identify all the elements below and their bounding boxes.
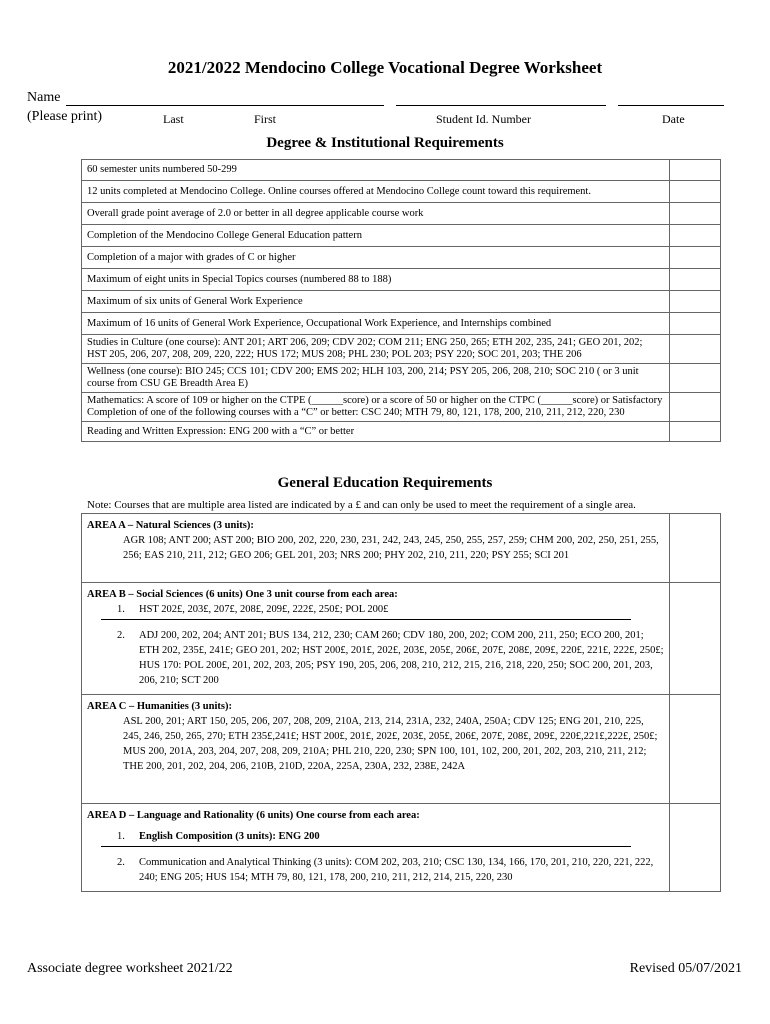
area-c-courses: ASL 200, 201; ART 150, 205, 206, 207, 208, 209, 210A, 213, 214, 231A, 232, 240A, 250A; CDV 125; ENG 201, 210, 225, 245, 246, 250, 265, 270; ETH 235£,241£; HST 200£, 201£, 202£, 203£, 205£, 206£, 207£, 208£, 209£, 220£,221£,222£, 250£; MUS 200, 201A, 203, 204, 207, 208, 209, 210A; PHL 210, 220, 230; SPN 100, 101, 102, 200, 201, 202, 203, 210, 211, 212; THE 200, 201, 202, 204, 206, 210B, 210D, 220A, 225A, 230A, 232, 238E, 242A [123,716,658,772]
table-row [82,313,721,335]
check-cell[interactable] [670,291,721,313]
area-a-cell [82,514,670,583]
page-title: 2021/2022 Mendocino College Vocational Degree Worksheet [167,58,603,77]
requirement-text: Overall grade point average of 2.0 or better in all degree applicable course work [82,203,670,225]
check-cell[interactable] [670,583,721,695]
first-label: First [254,112,277,126]
studies-in-culture-text [82,335,670,364]
degree-section-title: Degree & Institutional Requirements [266,135,504,151]
table-row [82,160,721,181]
wellness-text [82,364,670,393]
table-row [82,422,721,442]
requirement-text: Mathematics: A score of 109 or higher on the CTPE (______score) or a score of 50 or higher on the CTPC (______score) or Satisfactory Completion of one of the following courses with a “C” or better: CSC 240; MTH 79, 80, 121, 178, 200, 210, 211, 212, 220, 230 [87,395,663,418]
requirement-text: Maximum of eight units in Special Topics courses (numbered 88 to 188) [82,269,670,291]
check-cell[interactable] [670,695,721,804]
area-a-heading: AREA A – Natural Sciences (3 units): [87,520,254,531]
area-d-heading: AREA D – Language and Rationality (6 units) One course from each area: [87,810,420,821]
check-cell[interactable] [670,269,721,291]
table-row [82,393,721,422]
requirement-text: 60 semester units numbered 50-299 [82,160,670,181]
ge-requirements-table [81,513,721,892]
table-row [82,181,721,203]
requirement-text: Studies in Culture (one course): ANT 201; ART 206, 209; CDV 202; COM 211; ENG 250, 265; ETH 202, 235, 241; GEO 201, 202; HST 205, 206, 207, 208, 209, 220, 222; HUS 172; MUS 208; PHL 230; POL 203; PSY 220; SOC 201, 203; THE 206 [87,337,643,360]
check-cell[interactable] [670,160,721,181]
check-cell[interactable] [670,247,721,269]
student-id-label: Student Id. Number [436,112,531,126]
requirement-text: Reading and Written Expression: ENG 200 with a “C” or better [82,422,670,442]
table-row [82,364,721,393]
requirement-text: Maximum of 16 units of General Work Experience, Occupational Work Experience, and Internships combined [82,313,670,335]
check-cell[interactable] [670,225,721,247]
item-number: 1. [117,831,125,842]
divider [101,619,631,620]
footer-revised: Revised 05/07/2021 [629,961,742,976]
requirement-text: Completion of the Mendocino College General Education pattern [82,225,670,247]
mathematics-text [82,393,670,422]
check-cell[interactable] [670,422,721,442]
name-field[interactable] [66,105,384,106]
area-a-courses: AGR 108; ANT 200; AST 200; BIO 200, 202, 220, 230, 231, 242, 243, 245, 250, 255, 257, 259; CHM 200, 202, 250, 251, 255, 256; EAS 210, 211, 212; GEO 206; GEL 201, 203; NRS 200; PHY 202, 210, 211, 220; PSY 255; SCI 201 [123,535,659,561]
item-number: 1. [117,604,125,615]
footer-left: Associate degree worksheet 2021/22 [27,961,233,976]
degree-requirements-table [81,159,721,442]
area-b-cell [82,583,670,695]
table-row [82,203,721,225]
list-item [117,628,664,688]
table-row [82,514,721,583]
last-label: Last [163,112,184,126]
requirement-text: Maximum of six units of General Work Experience [82,291,670,313]
area-b-item-1: HST 202£, 203£, 207£, 208£, 209£, 222£, 250£; POL 200£ [139,604,389,615]
table-row [82,335,721,364]
please-print-label: (Please print) [27,109,103,124]
name-label: Name [27,90,61,105]
list-item [117,829,664,844]
check-cell[interactable] [670,181,721,203]
divider [101,846,631,847]
table-row [82,804,721,892]
ge-section-title: General Education Requirements [277,475,493,491]
check-cell[interactable] [670,393,721,422]
check-cell[interactable] [670,804,721,892]
check-cell[interactable] [670,313,721,335]
item-number: 2. [117,857,125,868]
check-cell[interactable] [670,335,721,364]
table-row [82,225,721,247]
area-c-heading: AREA C – Humanities (3 units): [87,701,232,712]
check-cell[interactable] [670,203,721,225]
table-row [82,695,721,804]
date-label: Date [662,112,685,126]
area-c-cell [82,695,670,804]
ge-note: Note: Courses that are multiple area listed are indicated by a £ and can only be used to meet the requirement of a single area. [87,499,636,511]
area-d-item-1: English Composition (3 units): ENG 200 [139,831,320,842]
table-row [82,291,721,313]
table-row [82,583,721,695]
list-item [117,855,664,885]
requirement-text: 12 units completed at Mendocino College. Online courses offered at Mendocino College count toward this requirement. [82,181,670,203]
date-field[interactable] [618,105,724,106]
area-d-cell [82,804,670,892]
item-number: 2. [117,630,125,641]
requirement-text: Wellness (one course): BIO 245; CCS 101; CDV 200; EMS 202; HLH 103, 200, 214; PSY 205, 206, 208, 210; SOC 210 ( or 3 unit course from CSU GE Breadth Area E) [87,366,639,389]
check-cell[interactable] [670,364,721,393]
area-b-heading: AREA B – Social Sciences (6 units) One 3 unit course from each area: [87,589,398,600]
area-b-item-2: ADJ 200, 202, 204; ANT 201; BUS 134, 212, 230; CAM 260; CDV 180, 200, 202; COM 200, 211, 250; ECO 200, 201; ETH 202, 235£, 241£; GEO 201, 202; HST 200£, 201£, 202£, 203£, 205£, 206£, 207£, 208£, 209£, 220£, 221£, 222£, 250£; HUS 170: POL 200£, 201, 202, 203, 205; PSY 190, 205, 206, 208, 210, 212, 215, 216, 218, 220, 250; SOC 200, 201, 203, 206, 210; SCT 200 [139,630,664,686]
requirement-text: Completion of a major with grades of C or higher [82,247,670,269]
table-row [82,269,721,291]
area-d-item-2: Communication and Analytical Thinking (3 units): COM 202, 203, 210; CSC 130, 134, 166, 170, 201, 210, 220, 221, 222, 240; ENG 205; HUS 154; MTH 79, 80, 121, 178, 200, 210, 211, 212, 214, 215, 220, 230 [139,857,654,883]
list-item [117,602,664,617]
student-id-field[interactable] [396,105,606,106]
check-cell[interactable] [670,514,721,583]
table-row [82,247,721,269]
